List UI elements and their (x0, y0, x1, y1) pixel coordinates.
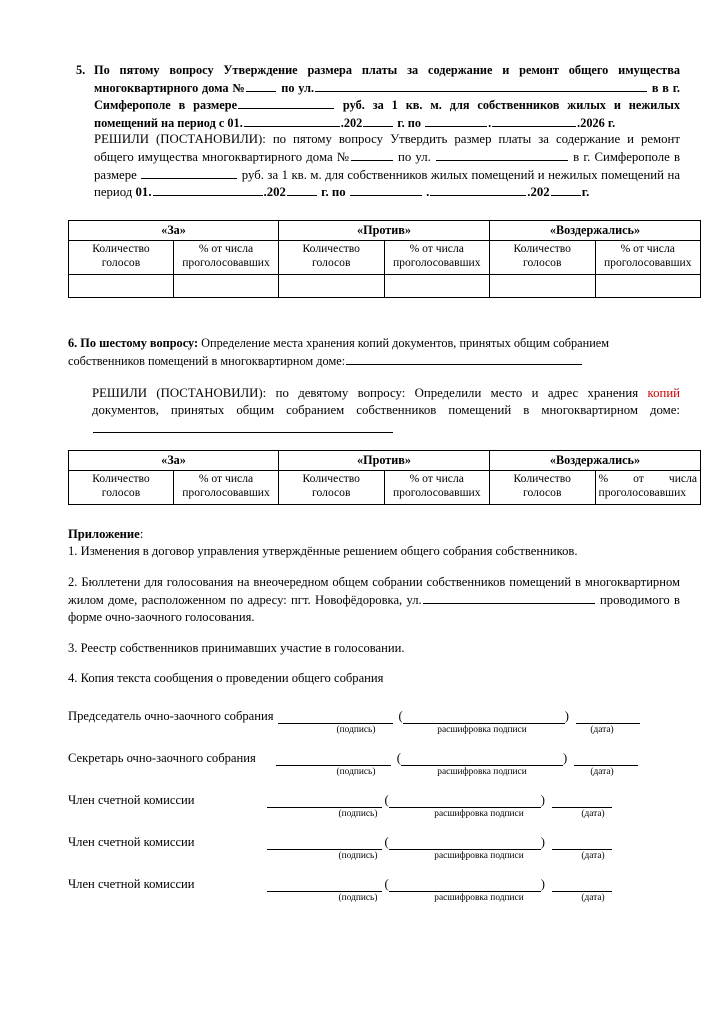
item-5-body-part-10: г. (581, 185, 590, 200)
table-row-subheaders (69, 240, 701, 274)
item-5-body-part-8: . (426, 185, 430, 200)
signature-row-secretary (68, 751, 680, 778)
caption-signature: (подпись) (338, 892, 378, 903)
item-5-number: 5. (76, 63, 86, 77)
signature-line-signature[interactable] (278, 711, 393, 724)
item-5-head-part-2: по ул. (281, 80, 315, 95)
vote-value-percent-against[interactable] (384, 274, 490, 297)
vote-table-1 (68, 220, 701, 298)
appendix-item-3: 3. Реестр собственников принимавших участие в голосовании. (68, 640, 405, 655)
vote-value-count-for[interactable] (69, 274, 174, 297)
appendix-title-word: Приложение (68, 527, 140, 542)
item-5-head-part-6: г. по (397, 115, 421, 130)
blank-decision-year-to[interactable] (551, 183, 581, 196)
blank-decision-year-from[interactable] (287, 183, 317, 196)
item-5-body-part-2: по ул. (398, 149, 431, 164)
signature-label-chairman: Председатель очно-заочного собрания (68, 708, 274, 723)
item-5-body-part-5: 01. (135, 185, 152, 200)
vote-col-count-abstain: Количество голосов (490, 240, 596, 274)
paren-close: ) (562, 750, 568, 765)
vote-col-percent-for: % от числа проголосовавших (174, 240, 279, 274)
paren-close: ) (564, 708, 569, 723)
paren-open: ( (384, 792, 389, 807)
blank-month-to[interactable] (492, 114, 576, 127)
item-6-question-rest: Определение места хранения копий документов, принятых общим собранием собственников помещений в многоквартирном доме: (68, 335, 610, 368)
signature-label-commission-member: Член счетной комиссии (68, 876, 195, 891)
blank-decision-street[interactable] (436, 148, 568, 161)
item-5-head-part-7: . (488, 115, 492, 130)
paren-open: ( (396, 750, 401, 765)
vote2-col-percent-against: % от числа проголосовавших (384, 471, 490, 505)
item-5-head-part-1: По пятому вопросу Утверждение размера платы за содержание и ремонт общего имущества многоквартирного дома № (94, 63, 680, 95)
item-6-question-label: 6. По шестому вопросу: (68, 335, 199, 350)
vote-value-percent-abstain[interactable] (595, 274, 701, 297)
appendix-item-2-text-a: 2. Бюллетени для голосования на внеочередном общем собрании собственников помещений в многоквартирном жилом доме, расположенном по адресу: пгт. Новофёдоровка, ул. (68, 574, 680, 608)
caption-date: (дата) (590, 724, 614, 735)
item-5-question-text: По пятому вопросу Утверждение размера платы за содержание и ремонт общего имущества многоквартирного дома № по ул. в в г. Симферополе в размере руб. за 1 кв. м. для собственников жилых и нежилых помещений на период с 01. .202 г. по . .2026 г. (94, 63, 680, 130)
vote2-col-count-against: Количество голосов (279, 471, 385, 505)
vote-col-percent-against: % от числа проголосовавших (384, 240, 490, 274)
vote-value-percent-for[interactable] (174, 274, 279, 297)
appendix-item-4: 4. Копия текста сообщения о проведении общего собрания (68, 671, 384, 686)
signature-row-commission-member-1 (68, 793, 680, 820)
signature-label-commission-member: Член счетной комиссии (68, 834, 195, 849)
signature-line-date[interactable] (552, 795, 612, 808)
blank-amount[interactable] (238, 96, 334, 109)
blank-appendix-street[interactable] (423, 591, 595, 604)
blank-storage-address[interactable] (93, 420, 393, 433)
vote2-group-for: «За» (69, 451, 279, 471)
table-row-values (69, 274, 701, 297)
appendix-title-colon: : (139, 527, 144, 542)
item-5-head-part-3: в г. Симферополе в размере (94, 80, 680, 113)
paren-open: ( (398, 708, 403, 723)
vote-value-count-against[interactable] (279, 274, 385, 297)
item-5-body-part-1: РЕШИЛИ (ПОСТАНОВИЛИ): по пятому вопросу Утвердить размер платы за содержание и ремонт общего имущества многоквартирного дома № (94, 132, 680, 164)
item-5-body-part-4: руб. за 1 кв. м. для собственников жилых помещений и нежилых помещений на период (94, 167, 680, 200)
item-5-head-part-4: руб. за 1 кв. м. для собственников жилых и нежилых помещений на период с 01. (94, 98, 680, 130)
table-row-subheaders (69, 471, 701, 505)
paren-close: ) (540, 792, 545, 807)
caption-signature: (подпись) (338, 808, 378, 819)
item-6-question-text (68, 335, 680, 370)
table-row-groups (69, 451, 701, 471)
signature-line-transcript[interactable] (389, 795, 541, 808)
blank-decision-house-number[interactable] (351, 148, 393, 161)
vote-group-for: «За» (69, 220, 279, 240)
signature-line-signature[interactable] (267, 837, 382, 850)
item-5-head-part-5: .202 (340, 115, 363, 130)
signature-row-chairman (68, 709, 680, 736)
vote-group-against: «Против» (279, 220, 490, 240)
blank-decision-amount[interactable] (141, 166, 237, 179)
item-5-body-part-3: в г. Симферополе в размере (94, 149, 681, 182)
appendix-section (68, 526, 680, 687)
vote-value-count-abstain[interactable] (490, 274, 596, 297)
signature-label-secretary: Секретарь очно-заочного собрания (68, 750, 256, 765)
vote2-group-against: «Против» (279, 451, 490, 471)
paren-open: ( (384, 834, 389, 849)
blank-house-number[interactable] (246, 79, 276, 92)
signature-line-date[interactable] (574, 753, 638, 766)
blank-street[interactable] (315, 79, 647, 92)
vote-group-abstain: «Воздержались» (490, 220, 701, 240)
caption-date: (дата) (581, 808, 605, 819)
appendix-item-2-text-b: проводимого в форме очно-заочного голосования. (68, 593, 680, 625)
signature-line-date[interactable] (552, 837, 612, 850)
item-5-decision-text (94, 131, 680, 200)
vote2-col-count-abstain: Количество голосов (490, 471, 596, 505)
item-5-body-part-6: .202 (263, 185, 286, 200)
table-row-groups (69, 220, 701, 240)
paren-open: ( (384, 876, 389, 891)
blank-decision-month-to[interactable] (430, 183, 526, 196)
caption-date: (дата) (581, 892, 605, 903)
caption-signature: (подпись) (338, 850, 378, 861)
signature-label-commission-member: Член счетной комиссии (68, 792, 195, 807)
blank-decision-day-to[interactable] (350, 183, 422, 196)
item-6-body-part-1: РЕШИЛИ (ПОСТАНОВИЛИ): по девятому вопросу: Определили место и адрес хранения (92, 385, 639, 400)
signature-line-transcript[interactable] (389, 837, 541, 850)
signature-line-date[interactable] (576, 711, 640, 724)
item-5-head-part-8: .2026 г. (577, 115, 616, 130)
blank-storage-place[interactable] (346, 352, 582, 365)
appendix-item-1: 1. Изменения в договор управления утверждённые решением общего собрания собственников. (68, 544, 578, 559)
vote2-col-count-for: Количество голосов (69, 471, 174, 505)
blank-year-from[interactable] (363, 114, 393, 127)
caption-transcript: расшифровка подписи (437, 766, 527, 777)
signature-line-signature[interactable] (267, 795, 382, 808)
signature-row-commission-member-3 (68, 877, 680, 904)
signature-line-transcript[interactable] (401, 753, 563, 766)
section-item-5 (68, 62, 680, 201)
item-5-body-part-9: .202 (527, 185, 550, 200)
section-item-6 (68, 335, 680, 439)
vote-col-percent-abstain: % от числа проголосовавших (595, 240, 701, 274)
signature-row-commission-member-2 (68, 835, 680, 862)
caption-signature: (подпись) (336, 724, 376, 735)
vote2-group-abstain: «Воздержались» (490, 451, 701, 471)
caption-transcript: расшифровка подписи (434, 892, 524, 903)
caption-transcript: расшифровка подписи (434, 850, 524, 861)
signature-block (68, 709, 680, 904)
vote-col-count-against: Количество голосов (279, 240, 385, 274)
item-6-decision-text (68, 385, 680, 439)
signature-line-date[interactable] (552, 879, 612, 892)
blank-decision-month-from[interactable] (153, 183, 263, 196)
caption-signature: (подпись) (336, 766, 376, 777)
caption-date: (дата) (581, 850, 605, 861)
item-5-body-part-7: г. по (321, 185, 346, 200)
signature-line-signature[interactable] (276, 753, 391, 766)
signature-line-transcript[interactable] (389, 879, 541, 892)
item-6-body-part-2: документов, принятых общим собранием собственников помещений в многоквартирном доме: (92, 403, 680, 418)
paren-close: ) (540, 876, 545, 891)
paren-close: ) (540, 834, 545, 849)
appendix-title (68, 526, 680, 543)
blank-month-from[interactable] (244, 114, 340, 127)
vote-col-count-for: Количество голосов (69, 240, 174, 274)
signature-line-signature[interactable] (267, 879, 382, 892)
item-6-keyword-kopiy: копий (647, 385, 681, 400)
signature-line-transcript[interactable] (403, 711, 565, 724)
caption-transcript: расшифровка подписи (437, 724, 527, 735)
caption-date: (дата) (590, 766, 614, 777)
vote2-col-percent-for: % от числа проголосовавших (174, 471, 279, 505)
vote2-col-percent-abstain: % от числа проголосовавших (595, 471, 701, 505)
vote-table-2 (68, 450, 701, 505)
appendix-item-2 (68, 574, 680, 627)
caption-transcript: расшифровка подписи (434, 808, 524, 819)
blank-day-to[interactable] (425, 114, 487, 127)
